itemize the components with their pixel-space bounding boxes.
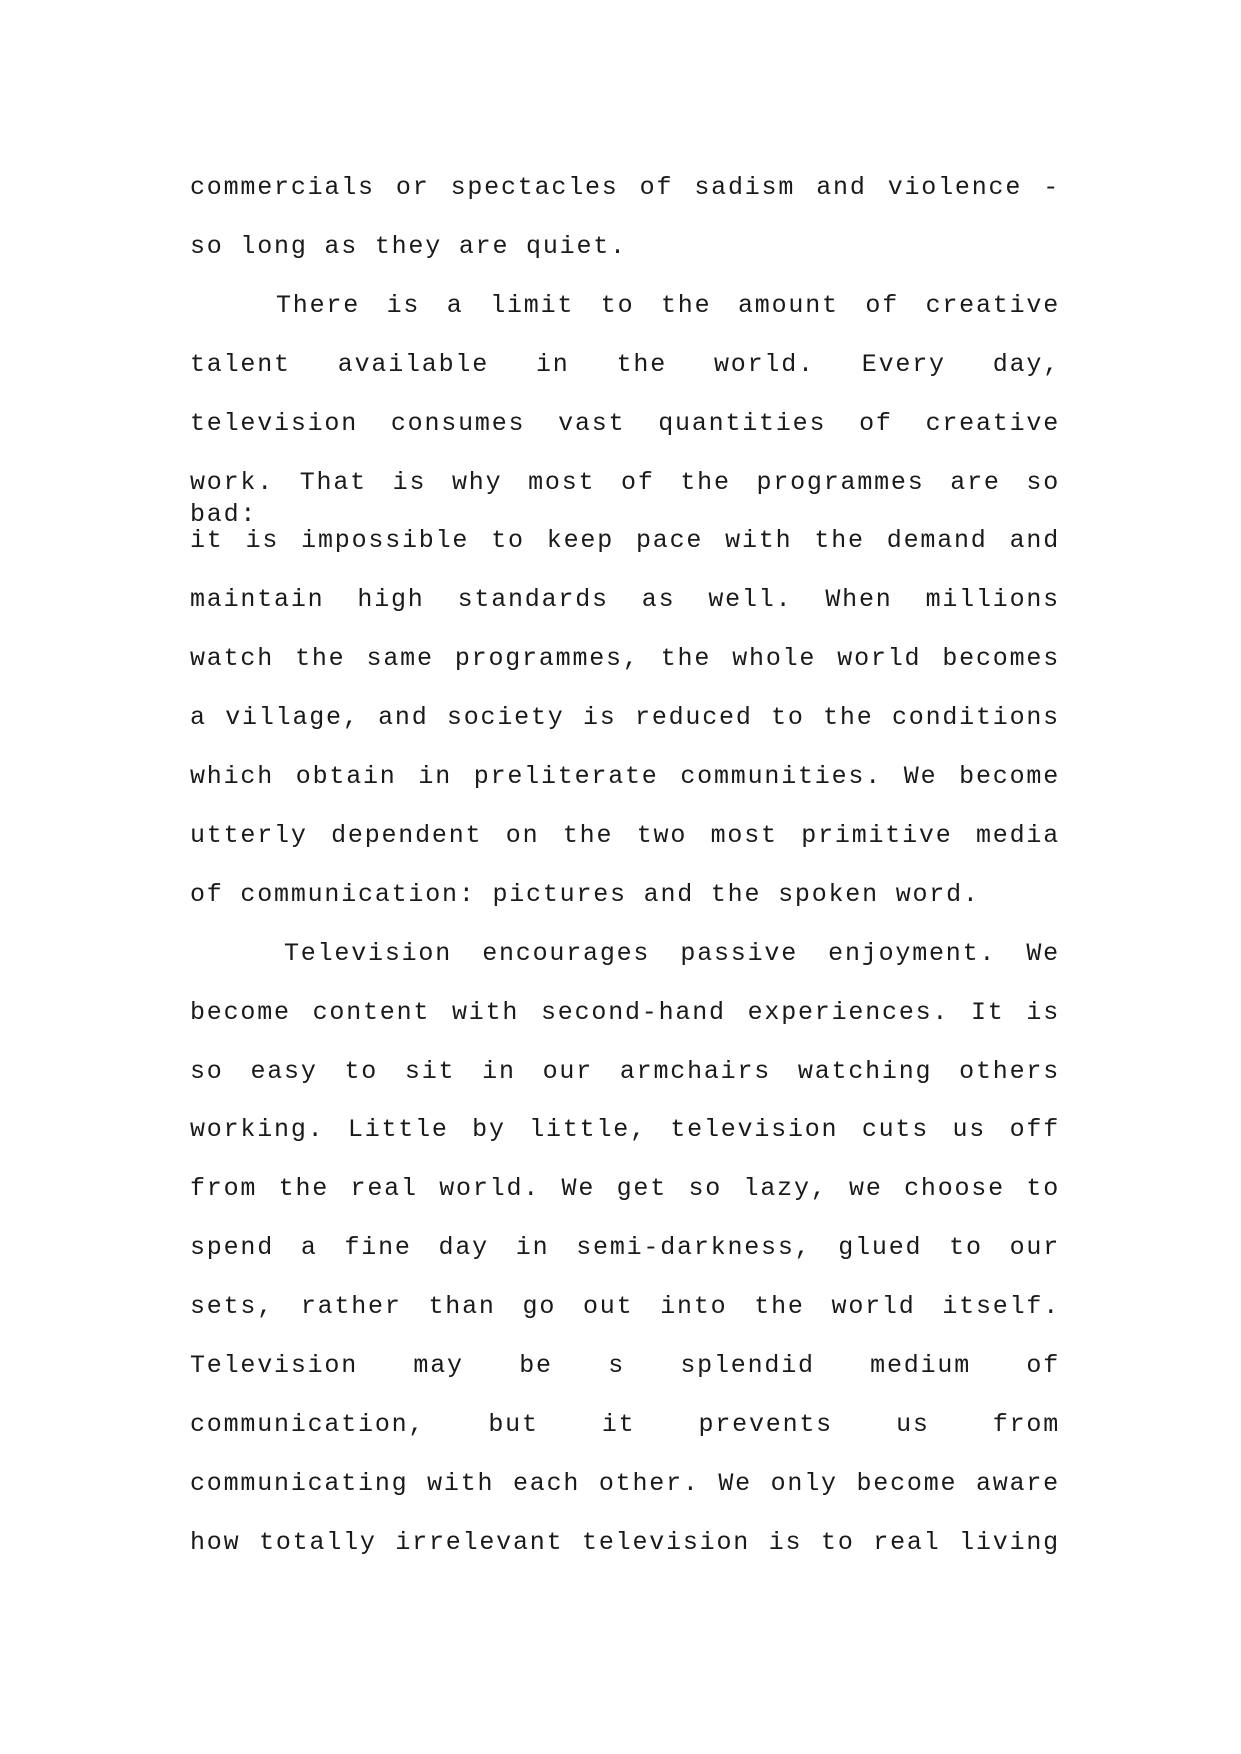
text-line: how totally irrelevant television is to real living — [190, 1527, 1060, 1557]
text-line: Television may be s splendid medium of — [190, 1351, 1060, 1380]
text-line: become content with second-hand experiences. It is — [190, 997, 1060, 1027]
text-line: communicating with each other. We only become aware — [190, 1468, 1060, 1498]
text-line: a village, and society is reduced to the conditions — [190, 703, 1060, 733]
text-line: television consumes vast quantities of creative — [190, 408, 1060, 438]
text-line: maintain high standards as well. When millions — [190, 585, 1060, 615]
text-line: from the real world. We get so lazy, we choose to — [190, 1174, 1060, 1204]
text-line: Television encourages passive enjoyment. We — [284, 938, 1060, 968]
text-line: which obtain in preliterate communities. We become — [190, 762, 1060, 791]
text-line: There is a limit to the amount of creative — [276, 290, 1060, 320]
text-line: work. That is why most of the programmes are so bad: — [190, 467, 1060, 529]
text-line: working. Little by little, television cuts us off — [190, 1115, 1060, 1145]
text-line: commercials or spectacles of sadism and violence - — [190, 173, 1060, 202]
text-line: talent available in the world. Every day, — [190, 349, 1060, 379]
text-line: communication, but it prevents us from — [190, 1409, 1060, 1439]
text-line: sets, rather than go out into the world itself. — [190, 1292, 1060, 1322]
text-line: utterly dependent on the two most primitive media — [190, 820, 1060, 850]
text-line: it is impossible to keep pace with the demand and — [190, 526, 1060, 556]
text-line: watch the same programmes, the whole world becomes — [190, 644, 1060, 674]
text-line: so easy to sit in our armchairs watching others — [190, 1056, 1060, 1086]
text-line: so long as they are quiet. — [190, 231, 627, 261]
text-line: spend a fine day in semi-darkness, glued to our — [190, 1233, 1060, 1263]
text-line: of communication: pictures and the spoken word. — [190, 879, 980, 909]
